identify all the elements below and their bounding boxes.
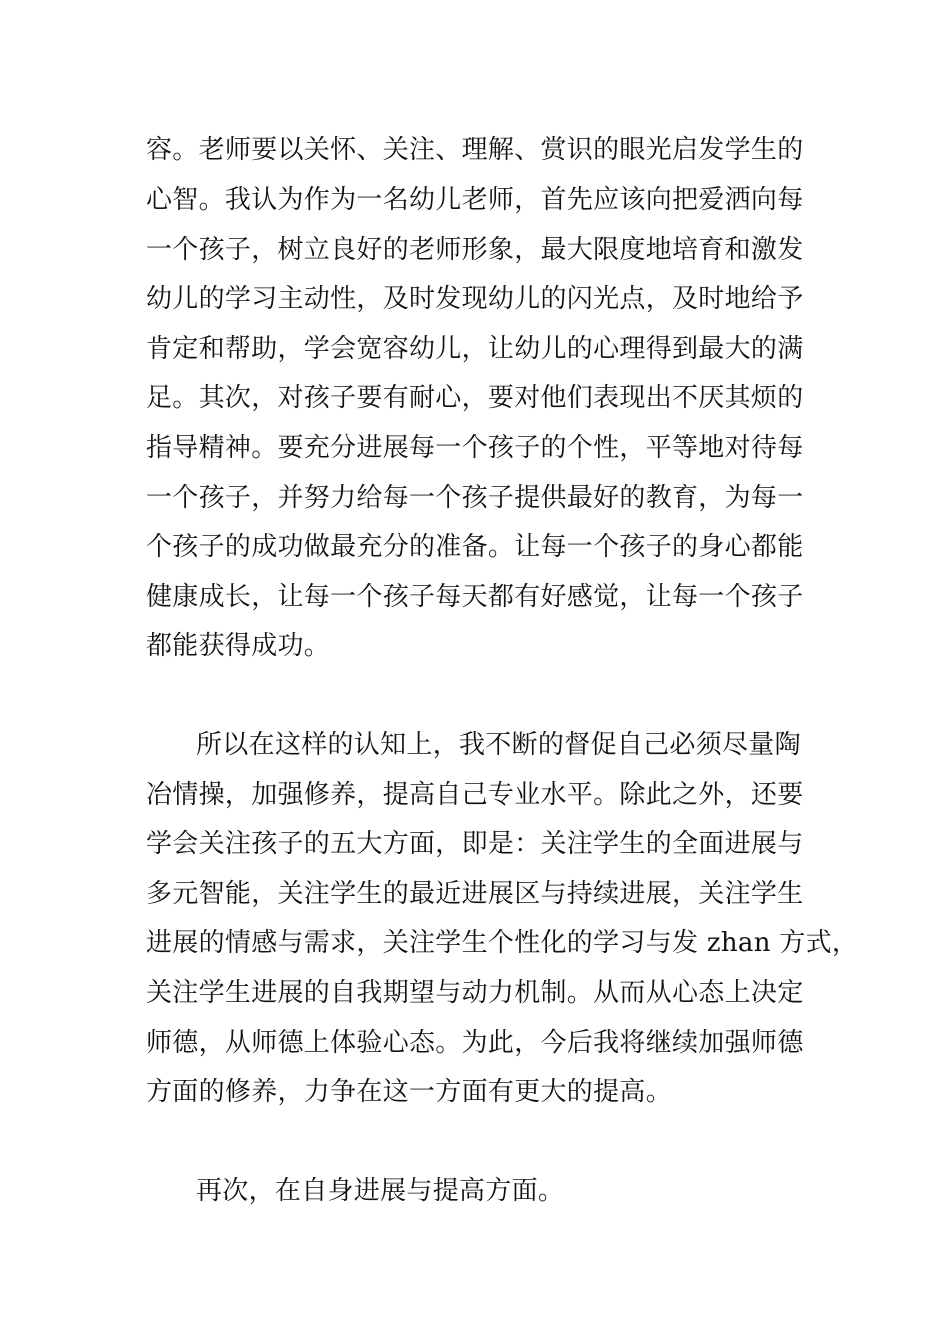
text-line: 一个孩子，树立良好的老师形象，最大限度地培育和激发 bbox=[146, 235, 804, 265]
text-line: 容。老师要以关怀、关注、理解、赏识的眼光启发学生的 bbox=[146, 135, 804, 165]
text-line: 个孩子的成功做最充分的准备。让每一个孩子的身心都能 bbox=[146, 532, 804, 562]
text-line: 幼儿的学习主动性，及时发现幼儿的闪光点，及时地给予 bbox=[146, 284, 804, 314]
text-line: 学会关注孩子的五大方面，即是：关注学生的全面进展与 bbox=[146, 829, 804, 859]
text-line: 指导精神。要充分进展每一个孩子的个性，平等地对待每 bbox=[146, 433, 804, 463]
text-line: 关注学生进展的自我期望与动力机制。从而从心态上决定 bbox=[146, 978, 804, 1008]
text-line: 冶情操，加强修养，提高自己专业水平。除此之外，还要 bbox=[146, 780, 804, 810]
text-line: 一个孩子，并努力给每一个孩子提供最好的教育，为每一 bbox=[146, 483, 804, 513]
text-line: 足。其次，对孩子要有耐心，要对他们表现出不厌其烦的 bbox=[146, 383, 804, 413]
text-line: 再次，在自身进展与提高方面。 bbox=[196, 1176, 565, 1206]
text-line: 所以在这样的认知上，我不断的督促自己必须尽量陶 bbox=[196, 730, 801, 760]
text-line: 肯定和帮助，学会宽容幼儿，让幼儿的心理得到最大的满 bbox=[146, 334, 804, 364]
text-line: 方面的修养，力争在这一方面有更大的提高。 bbox=[146, 1077, 673, 1107]
text-line: 健康成长，让每一个孩子每天都有好感觉，让每一个孩子 bbox=[146, 582, 804, 612]
text-line: 师德，从师德上体验心态。为此，今后我将继续加强师德 bbox=[146, 1028, 804, 1058]
text-line: 都能获得成功。 bbox=[146, 631, 331, 661]
text-line: 心智。我认为作为一名幼儿老师，首先应该向把爱洒向每 bbox=[146, 185, 804, 215]
text-line: 多元智能，关注学生的最近进展区与持续进展，关注学生 bbox=[146, 879, 804, 909]
text-line: 进展的情感与需求，关注学生个性化的学习与发 zhan 方式， bbox=[146, 928, 859, 958]
